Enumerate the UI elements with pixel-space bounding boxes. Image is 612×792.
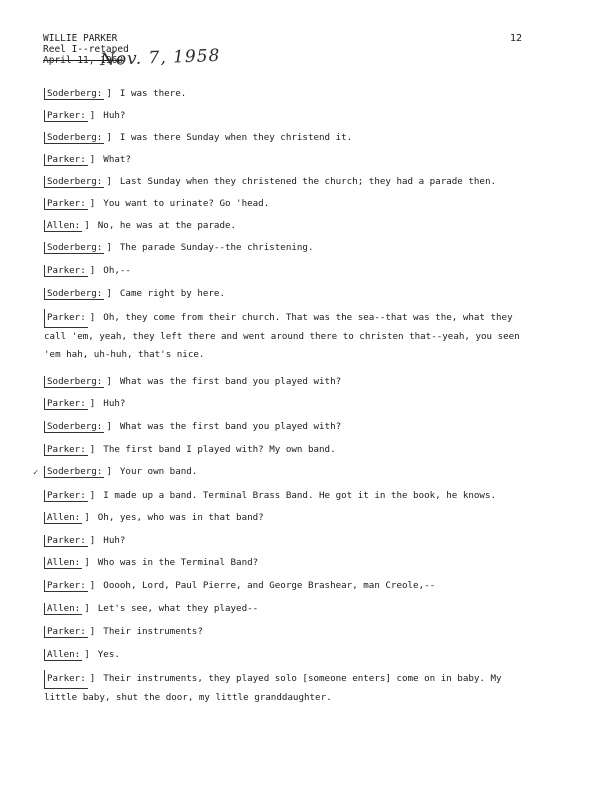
transcript-line: Soderberg: ] I was there.: [44, 88, 186, 100]
transcript-line: Parker: ] Their instruments, they played solo [someone enters] come on in baby. My little baby, shut the door, my little granddaughter.: [44, 670, 530, 707]
utterance: The first band I played with? My own band.: [103, 444, 336, 455]
transcript-line: Allen: ] Who was in the Terminal Band?: [44, 557, 258, 569]
transcript-line: Soderberg: ] I was there Sunday when they christend it.: [44, 132, 352, 144]
transcript-line: Parker: ] Huh?: [44, 110, 125, 122]
speaker-label: Allen:: [44, 512, 82, 524]
speaker-label: Parker:: [44, 198, 88, 210]
speaker-label: Allen:: [44, 220, 82, 232]
utterance: Huh?: [103, 535, 126, 546]
speaker-label: Parker:: [44, 309, 88, 328]
speaker-label: Parker:: [44, 490, 88, 502]
utterance: I was there.: [119, 88, 187, 99]
utterance: Came right by here.: [119, 288, 225, 299]
utterance: Last Sunday when they christened the church; they had a parade then.: [119, 176, 497, 187]
speaker-label: Parker:: [44, 154, 88, 166]
speaker-label: Allen:: [44, 649, 82, 661]
utterance: No, he was at the parade.: [97, 220, 237, 231]
speaker-label: Parker:: [44, 398, 88, 410]
transcript-line: Soderberg: ] Your own band.: [44, 466, 197, 478]
speaker-label: Parker:: [44, 626, 88, 638]
transcript-line: Soderberg: ] What was the first band you played with?: [44, 376, 341, 388]
utterance: The parade Sunday--the christening.: [119, 242, 314, 253]
speaker-label: Parker:: [44, 110, 88, 122]
utterance: Oh, yes, who was in that band?: [97, 512, 264, 523]
speaker-label: Soderberg:: [44, 176, 104, 188]
handwritten-date: Nov. 7, 1958: [99, 45, 221, 71]
transcript-line: Soderberg: ] What was the first band you played with?: [44, 421, 341, 433]
transcript-line: Soderberg: ] Came right by here.: [44, 288, 225, 300]
transcript-line: Allen: ] No, he was at the parade.: [44, 220, 236, 232]
reel-label: Reel I--retaped: [43, 44, 129, 55]
speaker-label: Parker:: [44, 535, 88, 547]
transcript-line: Soderberg: ] The parade Sunday--the christening.: [44, 242, 313, 254]
utterance: What was the first band you played with?: [119, 376, 342, 387]
utterance: Their instruments, they played solo [someone enters] come on in baby. My little baby, shut the door, my little granddaughter.: [44, 673, 502, 703]
transcript-line: Parker: ] Huh?: [44, 398, 125, 410]
utterance: Oh, they come from their church. That was the sea--that was the, what they call 'em, yeah, they left there and went around there to christen that--yeah, you seen 'em hah, uh-huh, that's nice.: [44, 312, 520, 360]
transcript-line: Parker: ] Their instruments?: [44, 626, 203, 638]
speaker-label: Parker:: [44, 580, 88, 592]
utterance: Your own band.: [119, 466, 198, 477]
transcript-line: Parker: ] The first band I played with? My own band.: [44, 444, 336, 456]
transcript-line: Allen: ] Let's see, what they played--: [44, 603, 258, 615]
transcript-line: Allen: ] Oh, yes, who was in that band?: [44, 512, 264, 524]
speaker-label: Soderberg:: [44, 376, 104, 388]
transcript-line: Parker: ] You want to urinate? Go 'head.: [44, 198, 269, 210]
utterance: I made up a band. Terminal Brass Band. He got it in the book, he knows.: [103, 490, 497, 501]
utterance: Huh?: [103, 110, 126, 121]
transcript-line: Parker: ] Oh, they come from their church. That was the sea--that was the, what they call 'em, yeah, they left there and went around there to christen that--yeah, you seen 'em hah, uh-huh, that's nice.: [44, 309, 530, 364]
transcript-line: Parker: ] Huh?: [44, 535, 125, 547]
speaker-label: Soderberg:: [44, 242, 104, 254]
speaker-label: Allen:: [44, 603, 82, 615]
transcript-line: Parker: ] Oh,--: [44, 265, 131, 277]
speaker-label: Soderberg:: [44, 466, 104, 478]
utterance: What was the first band you played with?: [119, 421, 342, 432]
speaker-label: Soderberg:: [44, 88, 104, 100]
speaker-label: Soderberg:: [44, 421, 104, 433]
margin-check-mark: ✓: [33, 468, 39, 478]
utterance: What?: [103, 154, 131, 165]
utterance: Oh,--: [103, 265, 131, 276]
transcript-line: Parker: ] What?: [44, 154, 131, 166]
utterance: I was there Sunday when they christend it.: [119, 132, 353, 143]
utterance: Their instruments?: [103, 626, 203, 637]
speaker-label: Parker:: [44, 670, 88, 689]
transcript-line: Parker: ] I made up a band. Terminal Brass Band. He got it in the book, he knows.: [44, 490, 496, 502]
speaker-label: Parker:: [44, 265, 88, 277]
transcript-line: Parker: ] Ooooh, Lord, Paul Pierre, and George Brashear, man Creole,--: [44, 580, 435, 592]
utterance: Yes.: [97, 649, 120, 660]
transcript-line: Allen: ] Yes.: [44, 649, 120, 661]
utterance: Huh?: [103, 398, 126, 409]
speaker-label: Soderberg:: [44, 132, 104, 144]
transcript-line: Soderberg: ] Last Sunday when they christened the church; they had a parade then.: [44, 176, 496, 188]
page-number: 12: [510, 33, 523, 44]
speaker-label: Allen:: [44, 557, 82, 569]
utterance: Let's see, what they played--: [97, 603, 259, 614]
interviewee-name: WILLIE PARKER: [43, 33, 118, 44]
speaker-label: Soderberg:: [44, 288, 104, 300]
utterance: Ooooh, Lord, Paul Pierre, and George Brashear, man Creole,--: [103, 580, 436, 591]
utterance: Who was in the Terminal Band?: [97, 557, 259, 568]
speaker-label: Parker:: [44, 444, 88, 456]
struck-date: April 11, 1960: [43, 55, 124, 66]
utterance: You want to urinate? Go 'head.: [103, 198, 270, 209]
